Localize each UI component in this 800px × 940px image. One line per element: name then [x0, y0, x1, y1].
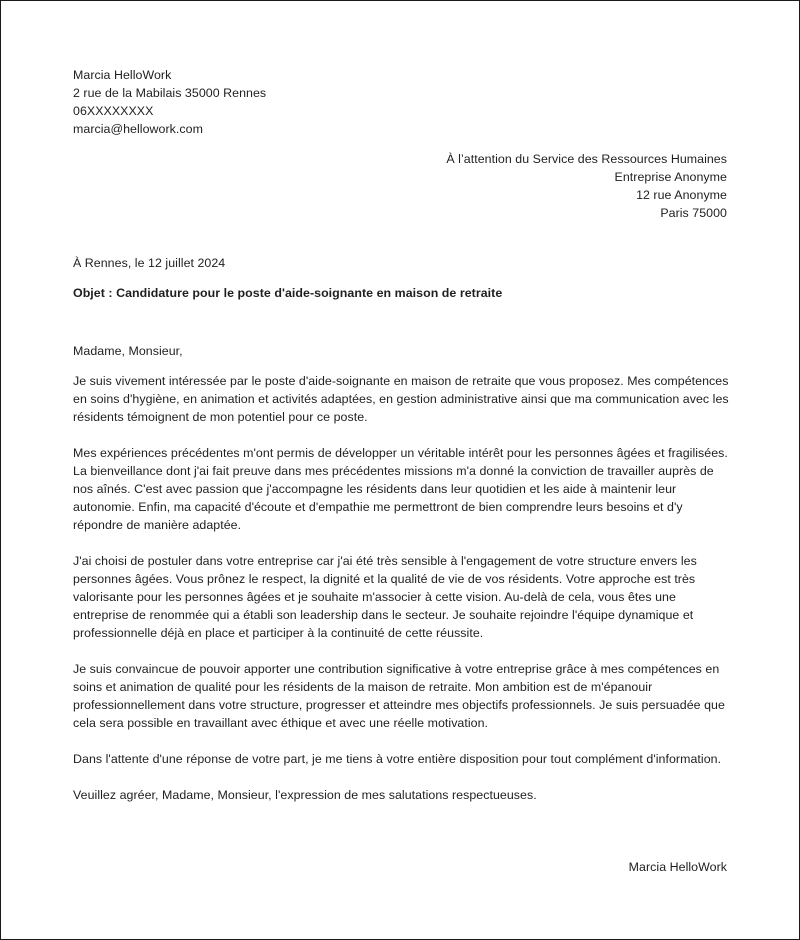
recipient-attention: À l’attention du Service des Ressources Humaines [446, 152, 727, 166]
recipient-company: Entreprise Anonyme [614, 170, 727, 184]
signature: Marcia HelloWork [628, 860, 727, 874]
closing-formula: Veuillez agréer, Madame, Monsieur, l'expression de mes salutations respectueuses. [73, 788, 537, 802]
sender-address: 2 rue de la Mabilais 35000 Rennes [73, 86, 267, 100]
date-line: À Rennes, le 12 juillet 2024 [73, 256, 226, 270]
recipient-block [446, 150, 727, 222]
subject-line: Objet : Candidature pour le poste d'aide-soignante en maison de retraite [73, 286, 503, 300]
sender-phone: 06XXXXXXXX [73, 104, 154, 118]
body-paragraph: J'ai choisi de postuler dans votre entreprise car j'ai été très sensible à l'engagement de votre structure envers les personnes âgées. Vous prônez le respect, la dignité et la qualité de vie de vos résidents. Votre approche est très valorisante pour les personnes âgées et je souhaite m'associer à cette vision. Au-delà de cela, vous êtes une entreprise de renommée qui a établi son leadership dans le secteur. Je souhaite rejoindre l'équipe dynamique et professionnelle déjà en place et participer à la continuité de cette réussite. [73, 554, 697, 640]
body-paragraph: Je suis convaincue de pouvoir apporter une contribution significative à votre entreprise grâce à mes compétences en soins et animation de qualité pour les résidents de la maison de retraite. Mon ambition est de m'épanouir professionnellement dans votre structure, progresser et atteindre mes objectifs professionnels. Je suis persuadée que cela sera possible en travaillant avec éthique et avec une réelle motivation. [73, 662, 725, 730]
body-paragraph: Dans l'attente d'une réponse de votre part, je me tiens à votre entière disposition pour tout complément d'information. [73, 752, 722, 766]
salutation: Madame, Monsieur, [73, 344, 183, 358]
recipient-street: 12 rue Anonyme [636, 188, 727, 202]
sender-block [73, 66, 266, 138]
body-paragraph: Je suis vivement intéressée par le poste d'aide-soignante en maison de retraite que vous proposez. Mes compétences en soins d'hygiène, en animation et activités adaptées, en gestion administrative ainsi que ma communication avec les résidents témoignent de mon potentiel pour ce poste. [73, 374, 729, 424]
letter-body [73, 372, 733, 822]
body-paragraph: Mes expériences précédentes m'ont permis de développer un véritable intérêt pour les personnes âgées et fragilisées. La bienveillance dont j'ai fait preuve dans mes précédentes missions m'a donné la conviction de travailler auprès de nos aînés. C'est avec passion que j'accompagne les résidents dans leur quotidien et les aide à maintenir leur autonomie. Enfin, ma capacité d'écoute et d'empathie me permettront de bien comprendre leurs besoins et d'y répondre de manière adaptée. [73, 446, 728, 532]
sender-name: Marcia HelloWork [73, 68, 172, 82]
recipient-city: Paris 75000 [660, 206, 727, 220]
sender-email: marcia@hellowork.com [73, 122, 203, 136]
